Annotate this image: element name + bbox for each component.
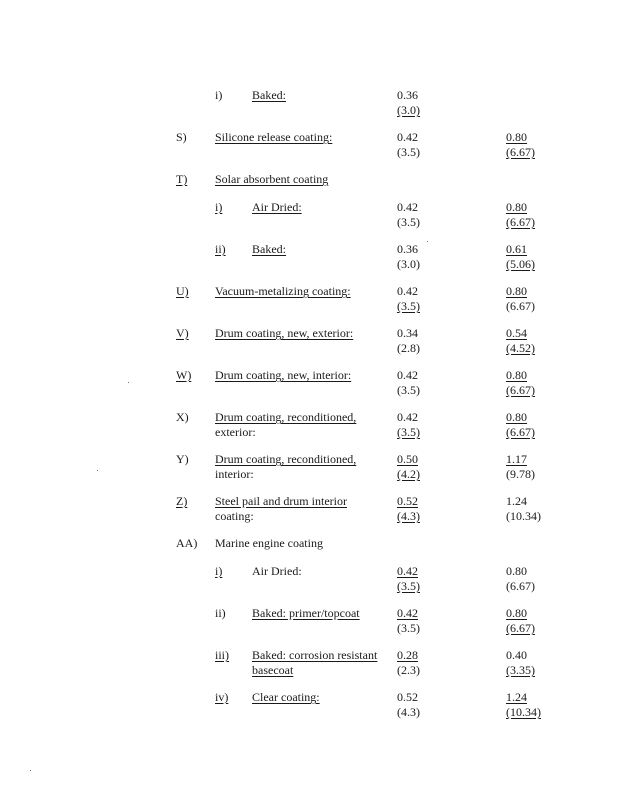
value-column-1 bbox=[397, 200, 420, 230]
value-primary: 0.54 bbox=[506, 326, 527, 340]
value-primary: 0.52 bbox=[397, 690, 418, 704]
value-secondary: (3.35) bbox=[506, 663, 535, 677]
row-label: Clear coating: bbox=[252, 690, 320, 704]
value-column-1 bbox=[397, 410, 420, 440]
value-primary: 0.52 bbox=[397, 494, 418, 508]
value-column-2 bbox=[506, 690, 541, 720]
table-row bbox=[0, 410, 619, 444]
value-column-2 bbox=[506, 564, 535, 594]
scan-speck bbox=[427, 241, 428, 242]
value-column-2 bbox=[506, 130, 535, 160]
value-secondary: (10.34) bbox=[506, 509, 541, 523]
value-secondary: (4.3) bbox=[397, 705, 420, 719]
scan-speck bbox=[128, 382, 129, 383]
value-column-2 bbox=[506, 410, 535, 440]
table-row bbox=[0, 494, 619, 528]
row-subnumber: i) bbox=[215, 200, 223, 214]
row-label: Baked: bbox=[252, 242, 286, 256]
row-label-continued: interior: bbox=[215, 467, 254, 481]
value-column-2 bbox=[506, 326, 535, 356]
row-label: Silicone release coating: bbox=[215, 130, 333, 144]
value-secondary: (3.5) bbox=[397, 579, 420, 593]
value-column-2 bbox=[506, 368, 535, 398]
value-primary: 0.61 bbox=[506, 242, 527, 256]
value-secondary: (9.78) bbox=[506, 467, 535, 481]
row-label: Air Dried: bbox=[252, 564, 302, 578]
table-row bbox=[0, 242, 619, 276]
value-column-1 bbox=[397, 690, 420, 720]
value-secondary: (2.3) bbox=[397, 663, 420, 677]
value-secondary: (4.52) bbox=[506, 341, 535, 355]
table-row bbox=[0, 606, 619, 640]
value-column-2 bbox=[506, 452, 535, 482]
value-secondary: (4.2) bbox=[397, 467, 420, 481]
value-primary: 0.42 bbox=[397, 284, 418, 298]
table-row bbox=[0, 284, 619, 318]
table-row bbox=[0, 648, 619, 682]
value-primary: 0.80 bbox=[506, 564, 527, 578]
table-row bbox=[0, 130, 619, 164]
row-label-group bbox=[215, 410, 356, 440]
value-secondary: (3.0) bbox=[397, 103, 420, 117]
value-column-2 bbox=[506, 200, 535, 230]
value-primary: 0.42 bbox=[397, 200, 418, 214]
row-letter: W) bbox=[176, 368, 192, 382]
table-row bbox=[0, 452, 619, 486]
table-row bbox=[0, 88, 619, 122]
value-secondary: (3.5) bbox=[397, 145, 420, 159]
value-primary: 0.80 bbox=[506, 130, 527, 144]
scan-speck bbox=[30, 770, 31, 771]
row-letter: T) bbox=[176, 172, 188, 186]
value-primary: 0.42 bbox=[397, 410, 418, 424]
value-primary: 0.80 bbox=[506, 606, 527, 620]
row-subnumber: ii) bbox=[215, 242, 226, 256]
value-column-1 bbox=[397, 564, 420, 594]
value-column-2 bbox=[506, 242, 535, 272]
value-column-2 bbox=[506, 606, 535, 636]
value-primary: 0.80 bbox=[506, 410, 527, 424]
row-label-continued: coating: bbox=[215, 509, 254, 523]
row-letter: V) bbox=[176, 326, 189, 340]
value-secondary: (3.5) bbox=[397, 621, 420, 635]
value-primary: 0.42 bbox=[397, 564, 418, 578]
row-subnumber: iii) bbox=[215, 648, 229, 662]
row-label-continued: basecoat bbox=[252, 663, 294, 677]
value-column-2 bbox=[506, 494, 541, 524]
value-primary: 0.80 bbox=[506, 200, 527, 214]
value-secondary: (2.8) bbox=[397, 341, 420, 355]
value-secondary: (10.34) bbox=[506, 705, 541, 719]
row-label: Drum coating, reconditioned, bbox=[215, 452, 357, 466]
table-row bbox=[0, 690, 619, 724]
value-secondary: (4.3) bbox=[397, 509, 420, 523]
table-row bbox=[0, 564, 619, 598]
row-label-group bbox=[215, 452, 356, 482]
value-primary: 0.42 bbox=[397, 130, 418, 144]
row-label-continued: exterior: bbox=[215, 425, 256, 439]
row-letter: X) bbox=[176, 410, 189, 424]
value-column-1 bbox=[397, 326, 420, 356]
value-primary: 0.80 bbox=[506, 284, 527, 298]
row-label: Baked: primer/topcoat bbox=[252, 606, 360, 620]
table-row bbox=[0, 368, 619, 402]
value-column-1 bbox=[397, 494, 420, 524]
value-primary: 1.24 bbox=[506, 494, 527, 508]
value-secondary: (6.67) bbox=[506, 425, 535, 439]
row-label: Vacuum-metalizing coating: bbox=[215, 284, 351, 298]
value-column-1 bbox=[397, 648, 420, 678]
table-row bbox=[0, 200, 619, 234]
value-secondary: (3.5) bbox=[397, 425, 420, 439]
value-primary: 0.42 bbox=[397, 606, 418, 620]
value-column-1 bbox=[397, 284, 420, 314]
row-label: Drum coating, reconditioned, bbox=[215, 410, 357, 424]
value-primary: 0.42 bbox=[397, 368, 418, 382]
row-letter: S) bbox=[176, 130, 187, 144]
row-label-group bbox=[252, 648, 377, 678]
value-secondary: (6.67) bbox=[506, 299, 535, 313]
row-subnumber: ii) bbox=[215, 606, 226, 620]
value-secondary: (6.67) bbox=[506, 145, 535, 159]
value-column-1 bbox=[397, 130, 420, 160]
value-secondary: (5.06) bbox=[506, 257, 535, 271]
value-secondary: (6.67) bbox=[506, 383, 535, 397]
value-secondary: (6.67) bbox=[506, 215, 535, 229]
value-secondary: (3.5) bbox=[397, 215, 420, 229]
value-primary: 0.36 bbox=[397, 242, 418, 256]
row-subnumber: iv) bbox=[215, 690, 229, 704]
value-primary: 0.50 bbox=[397, 452, 418, 466]
row-letter: U) bbox=[176, 284, 189, 298]
row-label-group bbox=[215, 494, 347, 524]
row-label: Drum coating, new, exterior: bbox=[215, 326, 354, 340]
scan-speck bbox=[97, 470, 98, 471]
value-column-1 bbox=[397, 606, 420, 636]
row-label: Baked: corrosion resistant bbox=[252, 648, 378, 662]
row-label: Air Dried: bbox=[252, 200, 302, 214]
value-primary: 0.40 bbox=[506, 648, 527, 662]
value-column-1 bbox=[397, 242, 420, 272]
value-secondary: (3.5) bbox=[397, 383, 420, 397]
value-primary: 0.34 bbox=[397, 326, 418, 340]
value-column-1 bbox=[397, 88, 420, 118]
row-letter: Z) bbox=[176, 494, 188, 508]
row-label: Solar absorbent coating bbox=[215, 172, 329, 186]
value-column-2 bbox=[506, 648, 535, 678]
value-column-1 bbox=[397, 368, 420, 398]
value-secondary: (3.0) bbox=[397, 257, 420, 271]
value-primary: 0.36 bbox=[397, 88, 418, 102]
row-subnumber: i) bbox=[215, 88, 223, 102]
table-row bbox=[0, 326, 619, 360]
value-primary: 0.80 bbox=[506, 368, 527, 382]
row-label: Marine engine coating bbox=[215, 536, 323, 550]
value-secondary: (3.5) bbox=[397, 299, 420, 313]
value-secondary: (6.67) bbox=[506, 621, 535, 635]
value-primary: 1.17 bbox=[506, 452, 527, 466]
row-letter: Y) bbox=[176, 452, 189, 466]
value-primary: 1.24 bbox=[506, 690, 527, 704]
row-label: Drum coating, new, interior: bbox=[215, 368, 352, 382]
value-secondary: (6.67) bbox=[506, 579, 535, 593]
row-subnumber: i) bbox=[215, 564, 223, 578]
row-label: Baked: bbox=[252, 88, 286, 102]
row-letter: AA) bbox=[176, 536, 198, 550]
value-primary: 0.28 bbox=[397, 648, 418, 662]
row-label: Steel pail and drum interior bbox=[215, 494, 347, 508]
value-column-2 bbox=[506, 284, 535, 314]
value-column-1 bbox=[397, 452, 420, 482]
